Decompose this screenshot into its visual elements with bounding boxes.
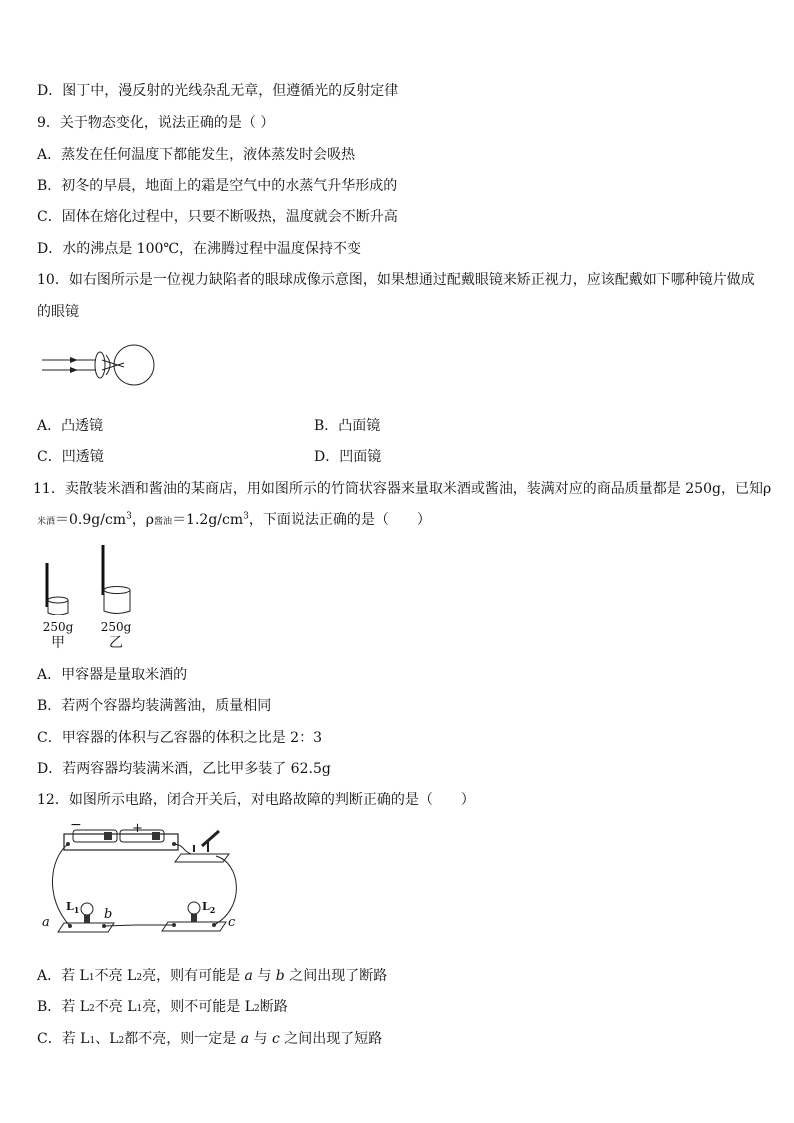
q8-option-d: D．图丁中，漫反射的光线杂乱无章，但遵循光的反射定律 bbox=[37, 83, 399, 99]
cup-yi-label: 乙 bbox=[109, 635, 123, 651]
q12b-sub-1: 2 bbox=[89, 1004, 95, 1014]
battery-minus-sign: − bbox=[70, 818, 82, 833]
q10-option-b: B．凸面镜 bbox=[314, 418, 381, 434]
q12-option-b bbox=[37, 998, 288, 1018]
q12a-text-3: 亮，则有可能是 bbox=[142, 968, 245, 984]
q11-option-b: B．若两个容器均装满酱油，质量相同 bbox=[37, 698, 272, 714]
q10-option-d: D．凹面镜 bbox=[314, 449, 382, 465]
q12c-text-5: 之间出现了短路 bbox=[279, 1031, 383, 1047]
bulb-l2-label bbox=[202, 900, 215, 915]
bulb-l1-letter: L bbox=[66, 900, 74, 913]
q11-soy-density: ＝1.2g/cm bbox=[172, 512, 244, 528]
cup-yi bbox=[103, 545, 130, 614]
q12c-italic-a: a bbox=[240, 1031, 250, 1047]
cup-jia bbox=[47, 563, 68, 615]
q11-option-a: A．甲容器是量取米酒的 bbox=[37, 667, 188, 683]
q9-option-a: A．蒸发在任何温度下都能发生，液体蒸发时会吸热 bbox=[37, 147, 356, 163]
q11-rho-2: ，ρ bbox=[131, 512, 155, 528]
q12b-sub-3: 2 bbox=[254, 1004, 260, 1014]
bulb-l2 bbox=[162, 902, 226, 931]
q12a-italic-a: a bbox=[244, 968, 253, 984]
bulb-l2-subscript: 2 bbox=[209, 905, 216, 915]
q11-rice-wine-density: ＝0.9g/cm bbox=[55, 512, 127, 528]
q10-stem-line1: 10．如右图所示是一位视力缺陷者的眼球成像示意图，如果想通过配戴眼镜来矫正视力，应该配戴如下哪种镜片做成 bbox=[37, 272, 755, 288]
q11-option-c: C．甲容器的体积与乙容器的体积之比是 2：3 bbox=[37, 730, 322, 746]
q12a-text-2: 不亮 L bbox=[94, 968, 137, 984]
eye-diagram bbox=[40, 343, 170, 387]
q12a-text-1: A．若 L bbox=[37, 968, 89, 984]
q9-option-b: B．初冬的早晨，地面上的霜是空气中的水蒸气升华形成的 bbox=[37, 178, 398, 194]
cup-jia-mass: 250g bbox=[42, 620, 74, 634]
circuit-diagram bbox=[36, 818, 256, 960]
q12c-sub-1: 1 bbox=[89, 1036, 96, 1046]
q12b-text-2: 不亮 L bbox=[94, 999, 137, 1015]
q10-option-c: C．凹透镜 bbox=[37, 449, 104, 465]
q12c-sub-2: 2 bbox=[118, 1036, 125, 1046]
circuit-label-a: a bbox=[42, 915, 50, 930]
q12a-text-4: 与 bbox=[252, 968, 276, 984]
q11-option-d: D．若两容器均装满米酒，乙比甲多装了 62.5g bbox=[37, 761, 331, 777]
cup-jia-label: 甲 bbox=[51, 635, 65, 651]
circuit-label-c: c bbox=[228, 915, 236, 930]
bulb-l2-letter: L bbox=[202, 900, 210, 913]
q12a-italic-b: b bbox=[275, 968, 285, 984]
q10-stem-line2: 的眼镜 bbox=[37, 304, 79, 320]
q12-stem: 12．如图所示电路，闭合开关后，对电路故障的判断正确的是（ ） bbox=[37, 792, 475, 808]
q12c-text-1: C．若 L bbox=[37, 1031, 90, 1047]
q11-superscript-3b: 3 bbox=[243, 511, 249, 522]
bamboo-cups-diagram bbox=[40, 543, 140, 615]
q10-option-a: A．凸透镜 bbox=[37, 418, 104, 434]
q9-stem: 9．关于物态变化，说法正确的是（ ） bbox=[37, 115, 275, 131]
q12b-text-3: 亮，则不可能是 L bbox=[142, 999, 255, 1015]
cup-yi-mass: 250g bbox=[100, 620, 132, 634]
q12c-text-2: 、L bbox=[95, 1031, 119, 1047]
bulb-l1-label bbox=[66, 900, 79, 915]
q11-stem-line1 bbox=[33, 480, 771, 498]
circuit-label-b: b bbox=[104, 907, 113, 922]
q11-soy-subscript: 酱油 bbox=[154, 517, 173, 527]
battery-holder bbox=[64, 830, 178, 850]
q12b-text-4: 断路 bbox=[259, 999, 288, 1015]
q12-option-c bbox=[37, 1030, 382, 1050]
q12b-text-1: B．若 L bbox=[37, 999, 90, 1015]
battery-plus-sign: + bbox=[132, 821, 143, 836]
q11-superscript-3a: 3 bbox=[126, 511, 132, 522]
q12c-text-3: 都不亮，则一定是 bbox=[124, 1031, 241, 1047]
q9-option-c: C．固体在熔化过程中，只要不断吸热，温度就会不断升高 bbox=[37, 209, 398, 225]
q12-option-a bbox=[37, 967, 387, 987]
q12a-sub-2: 2 bbox=[136, 973, 143, 983]
q12c-text-4: 与 bbox=[249, 1031, 272, 1047]
q12a-sub-1: 1 bbox=[88, 973, 95, 983]
q11-rice-wine-subscript: 米酒 bbox=[37, 517, 56, 527]
q11-stem-end: ，下面说法正确的是（ ） bbox=[248, 512, 431, 528]
q11-rho-symbol: ρ bbox=[762, 481, 772, 497]
q12b-sub-2: 1 bbox=[136, 1004, 143, 1014]
q12c-italic-c: c bbox=[271, 1031, 280, 1047]
q11-stem-text: 11．卖散装米酒和酱油的某商店，用如图所示的竹筒状容器来量取米酒或酱油，装满对应的商品质量都是 250g，已知 bbox=[33, 481, 763, 497]
q11-stem-line2 bbox=[37, 511, 431, 531]
q12a-text-5: 之间出现了断路 bbox=[284, 968, 388, 984]
switch[interactable] bbox=[175, 831, 229, 862]
q9-option-d: D．水的沸点是 100℃，在沸腾过程中温度保持不变 bbox=[37, 241, 362, 257]
bulb-l1-subscript: 1 bbox=[73, 905, 80, 915]
